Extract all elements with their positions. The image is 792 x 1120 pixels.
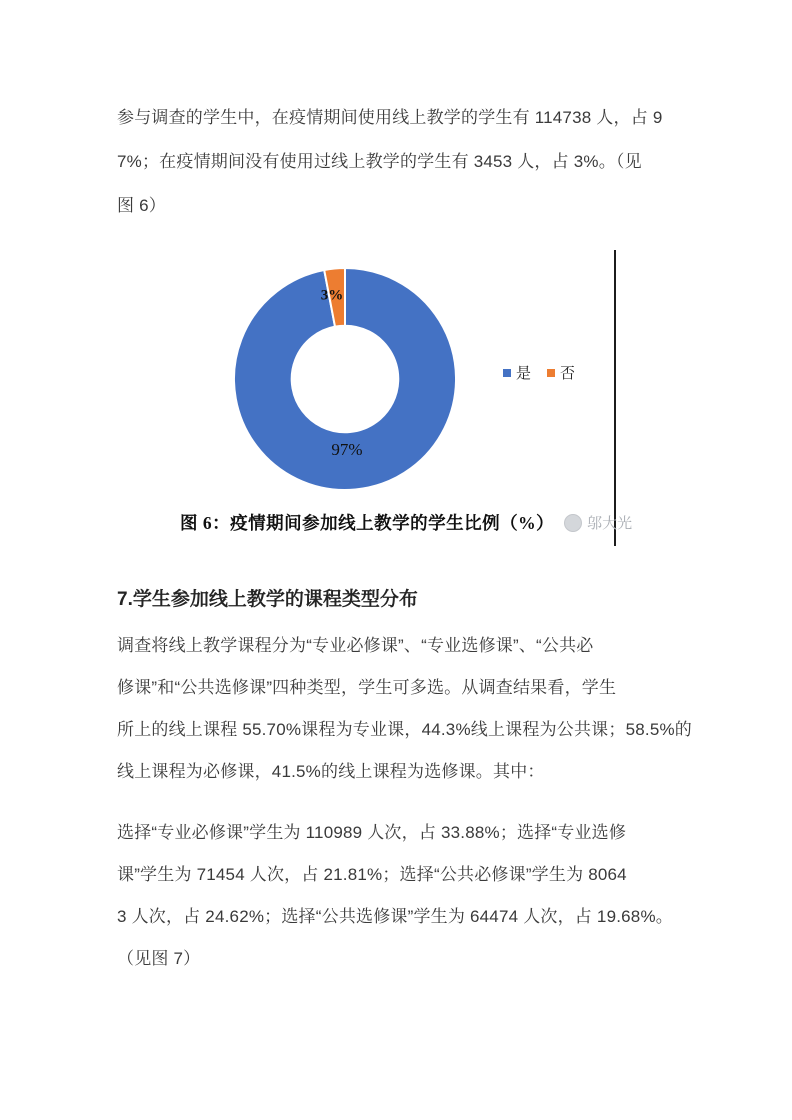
watermark-text: 邬大光 [587, 515, 633, 532]
figure-caption-row [180, 510, 632, 535]
slice-label-yes: 97% [331, 440, 363, 459]
slice-label-no: 3% [320, 287, 344, 304]
text-line: 7%；在疫情期间没有使用过线上教学的学生有 3453 人，占 3%。（见 [117, 152, 642, 171]
text-line: 3 人次，占 24.62%；选择“公共选修课”学生为 64474 人次，占 19.68%。 [117, 907, 673, 926]
text-line: 调查将线上教学课程分为“专业必修课”、“专业选修课”、“公共必 [117, 636, 594, 655]
chart-legend [503, 362, 575, 383]
paragraph-1 [117, 96, 663, 228]
watermark-logo-icon [564, 514, 582, 532]
section-heading: 7.学生参加线上教学的课程类型分布 [117, 589, 418, 610]
legend-label-no: 否 [560, 365, 576, 382]
legend-item-yes [503, 362, 531, 383]
legend-swatch-no-icon [547, 369, 555, 377]
figure-6 [178, 250, 633, 546]
text-line: 参与调查的学生中，在疫情期间使用线上教学的学生有 114738 人，占 9 [117, 108, 663, 127]
text-line: 线上课程为必修课，41.5%的线上课程为选修课。其中： [117, 762, 545, 781]
paragraph-3 [117, 812, 673, 980]
text-line: 修课”和“公共选修课”四种类型，学生可多选。从调查结果看，学生 [117, 678, 617, 697]
legend-item-no [547, 362, 575, 383]
watermark [564, 512, 632, 533]
text-line: 选择“专业必修课”学生为 110989 人次，占 33.88%；选择“专业选修 [117, 823, 627, 842]
text-line: 课”学生为 71454 人次，占 21.81%；选择“公共必修课”学生为 8064 [117, 865, 627, 884]
figure-caption: 图 6：疫情期间参加线上教学的学生比例（%） [180, 513, 555, 533]
text-line: （见图 7） [117, 949, 201, 968]
legend-label-yes: 是 [516, 365, 532, 382]
text-line: 所上的线上课程 55.70%课程为专业课，44.3%线上课程为公共课；58.5%的 [117, 720, 692, 739]
paragraph-2 [117, 625, 692, 793]
text-line: 图 6） [117, 196, 166, 215]
legend-swatch-yes-icon [503, 369, 511, 377]
